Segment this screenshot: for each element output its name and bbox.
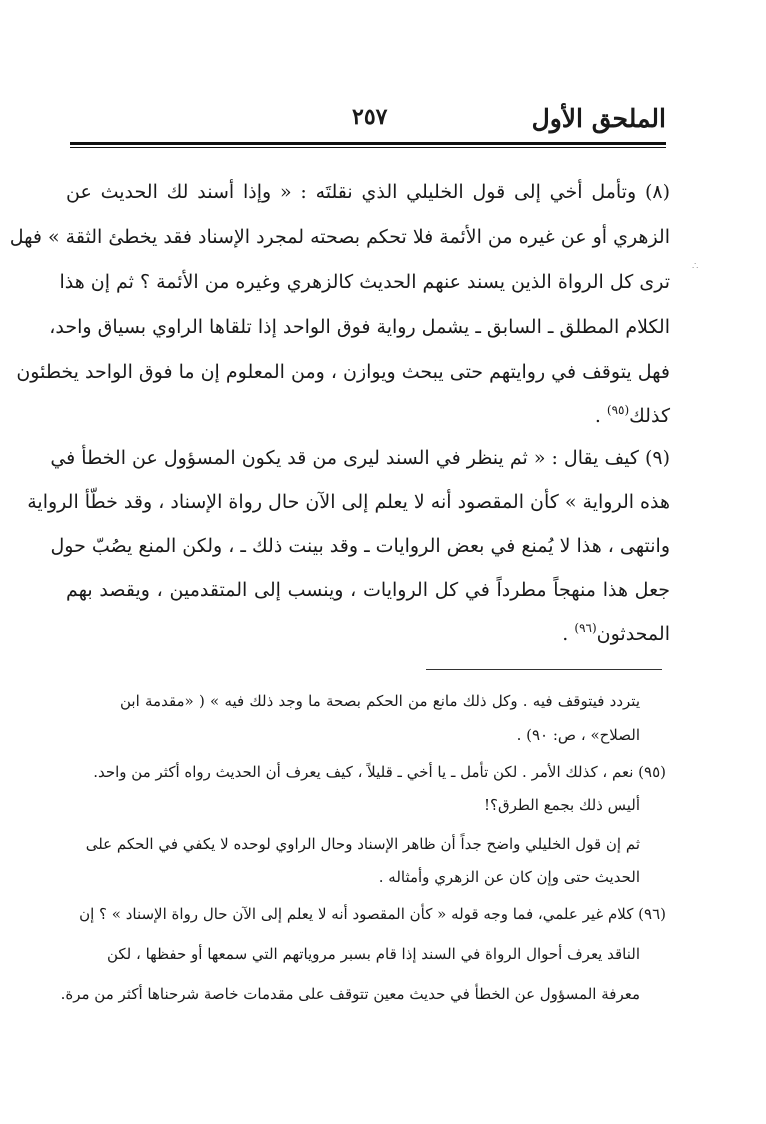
- footnote-line: ثم إن قول الخليلي واضح جداً أن ظاهر الإسناد وحال الراوي لوحده لا يكفي في الحكم على: [85, 835, 640, 853]
- footnote-line: أليس ذلك بجمع الطرق؟!: [483, 796, 640, 814]
- text-line: وانتهى ، هذا لا يُمنع في بعض الروايات ـ وقد بينت ذلك ـ ، ولكن المنع يصُبّ حول: [50, 535, 670, 557]
- footnote-separator: [426, 669, 662, 670]
- text-line: الزهري أو عن غيره من الأئمة فلا تحكم بصحته لمجرد الإسناد فقد يخطئ الثقة » فهل: [9, 226, 670, 248]
- page-header: [70, 96, 666, 148]
- text-line: ترى كل الرواة الذين يسند عنهم الحديث كالزهري وغيره من الأئمة ؟ ثم إن هذا: [59, 271, 670, 293]
- header-rule-thick: [70, 142, 666, 145]
- footnote-line: (٩٥) نعم ، كذلك الأمر . لكن تأمل ـ يا أخي ـ قليلاً ، كيف يعرف أن الحديث رواه أكثر من واحد.: [93, 763, 666, 781]
- text-line: المحدثون$^{(٩٦)}$ .: [562, 621, 670, 645]
- text-fragment: المحدثون: [596, 623, 670, 645]
- text-line: هذه الرواية » كأن المقصود أنه لا يعلم إلى الآن حال رواة الإسناد ، وقد خطّأ الرواية: [27, 491, 670, 513]
- scan-speck: ∴: [692, 261, 699, 272]
- text-line: (٨) وتأمل أخي إلى قول الخليلي الذي نقلتَه : « وإذا أسند لك الحديث عن: [66, 181, 670, 203]
- footnote-line: الناقد يعرف أحوال الرواة في السند إذا قام بسبر مروياتهم التي سمعها أو حفظها ، لكن: [106, 945, 640, 963]
- section-title: الملحق الأول: [531, 104, 666, 133]
- text-fragment: كذلك: [629, 405, 670, 427]
- text-line: جعل هذا منهجاً مطرداً في كل الروايات ، وينسب إلى المتقدمين ، ويقصد بهم: [66, 579, 670, 601]
- footnote-line: (٩٦) كلام غير علمي، فما وجه قوله « كأن المقصود أنه لا يعلم إلى الآن حال رواة الإسناد » ؟ إن: [79, 905, 666, 923]
- footnote-ref-95: (٩٥): [606, 403, 630, 417]
- text-line: كذلك$^{(٩٥)}$ .: [594, 403, 670, 427]
- footnote-line: الحديث حتى وإن كان عن الزهري وأمثاله .: [378, 868, 640, 886]
- footnote-line: معرفة المسؤول عن الخطأ في حديث معين تتوقف على مقدمات خاصة شرحناها أكثر من مرة.: [60, 985, 640, 1003]
- text-line: (٩) كيف يقال : « ثم ينظر في السند ليرى من قد يكون المسؤول عن الخطأ في: [50, 447, 670, 469]
- text-line: فهل يتوقف في روايتهم حتى يبحث ويوازن ، ومن المعلوم إن ما فوق الواحد يخطئون: [16, 361, 670, 383]
- footnote-line: الصلاح» ، ص: ٩٠) .: [516, 726, 640, 744]
- footnote-ref-96: (٩٦): [574, 621, 597, 635]
- page-number: ٢٥٧: [352, 104, 388, 130]
- text-line: الكلام المطلق ـ السابق ـ يشمل رواية فوق الواحد إذا تلقاها الراوي بسياق واحد،: [49, 316, 670, 338]
- header-rule-thin: [70, 147, 666, 148]
- footnote-line: يتردد فيتوقف فيه . وكل ذلك مانع من الحكم بصحة ما وجد ذلك فيه » ( «مقدمة ابن: [120, 692, 640, 710]
